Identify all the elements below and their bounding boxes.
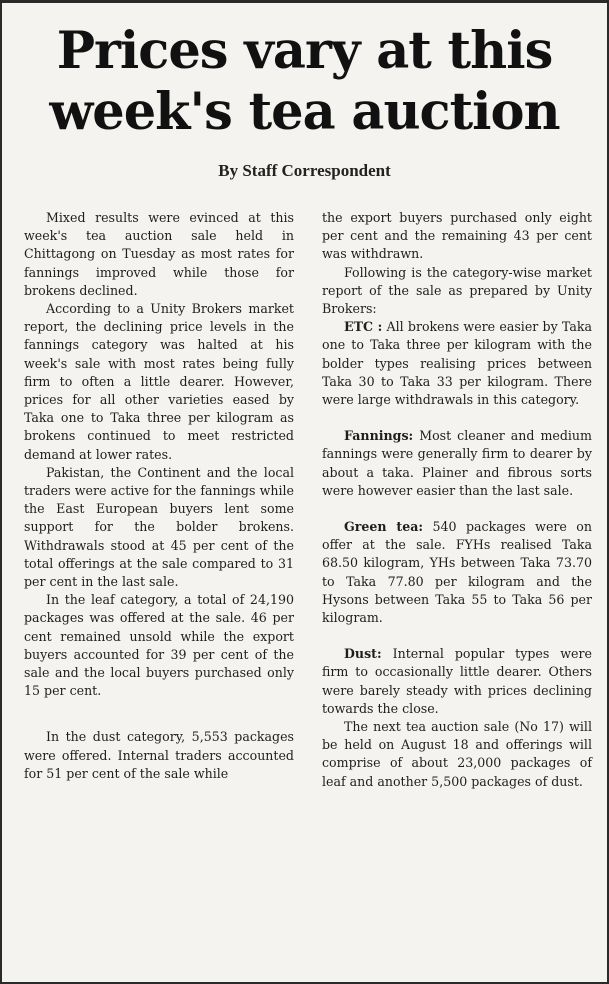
paragraph-continuation: the export buyers purchased only eight per cent and the remaining 43 per cent was withdrawn.	[322, 210, 592, 262]
paragraph-dust	[322, 645, 592, 718]
green-tea-text: 540 packages were on offer at the sale. FYHs realised Taka 68.50 kilogram, YHs between Taka 73.70 to Taka 77.80 per kilogram and the Hysons between Taka 55 to Taka 56 per kilogram.	[322, 519, 592, 626]
paragraph-leaf-category: In the leaf category, a total of 24,190 packages was offered at the sale. 46 per cent remained unsold while the export buyers accounted for 39 per cent of the sale and the local buyers purchased only 15 per cent.	[24, 592, 294, 699]
headline-line-1: Prices vary at this	[56, 21, 553, 81]
fannings-lead: Fannings:	[344, 428, 414, 444]
green-tea-lead: Green tea:	[344, 519, 424, 535]
paragraph-dust-category: In the dust category, 5,553 packages were offered. Internal traders accounted for 51 per cent of the sale while	[24, 729, 294, 781]
byline: By Staff Correspondent	[218, 161, 391, 180]
paragraph-buyers: Pakistan, the Continent and the local traders were active for the fannings while the East European buyers lent some support for the bolder brokens. Withdrawals stood at 45 per cent of the total offerings at the sale compared to 31 per cent in the last sale.	[24, 464, 294, 590]
paragraph-etc	[322, 318, 592, 409]
article-body	[24, 209, 592, 791]
left-column	[24, 209, 294, 791]
paragraph-green-tea	[322, 518, 592, 627]
fannings-text: Most cleaner and medium fannings were generally firm to dearer by about a taka. Plainer and fibrous sorts were however easier than the last sale.	[322, 428, 592, 498]
paragraph-intro: Mixed results were evinced at this week's tea auction sale held in Chittagong on Tuesday as most rates for fannings improved while those for brokens declined.	[24, 210, 294, 298]
headline-line-2: week's tea auction	[49, 82, 560, 142]
paragraph-report-intro: Following is the category-wise market report of the sale as prepared by Unity Brokers:	[322, 264, 592, 317]
paragraph-fannings	[322, 427, 592, 500]
dust-lead: Dust:	[344, 646, 382, 662]
etc-text: All brokens were easier by Taka one to Taka three per kilogram with the bolder types realising prices between Taka 30 to Taka 33 per kilogram. There were large withdrawals in this category.	[322, 319, 592, 408]
paragraph-next-sale: The next tea auction sale (No 17) will be held on August 18 and offerings will comprise of about 23,000 packages of leaf and another 5,500 packages of dust.	[322, 719, 592, 789]
paragraph-unity-report: According to a Unity Brokers market report, the declining price levels in the fannings category was halted at his week's sale with most rates being fully firm to often a little dearer. However, prices for all other varieties eased by Taka one to Taka three per kilogram as brokens continued to meet restricted demand at lower rates.	[24, 301, 294, 462]
dust-text: Internal popular types were firm to occasionally little dearer. Others were barely steady with prices declining towards the close.	[322, 646, 592, 716]
right-column	[322, 209, 592, 791]
etc-lead: ETC :	[344, 319, 383, 335]
headline	[2, 3, 607, 143]
